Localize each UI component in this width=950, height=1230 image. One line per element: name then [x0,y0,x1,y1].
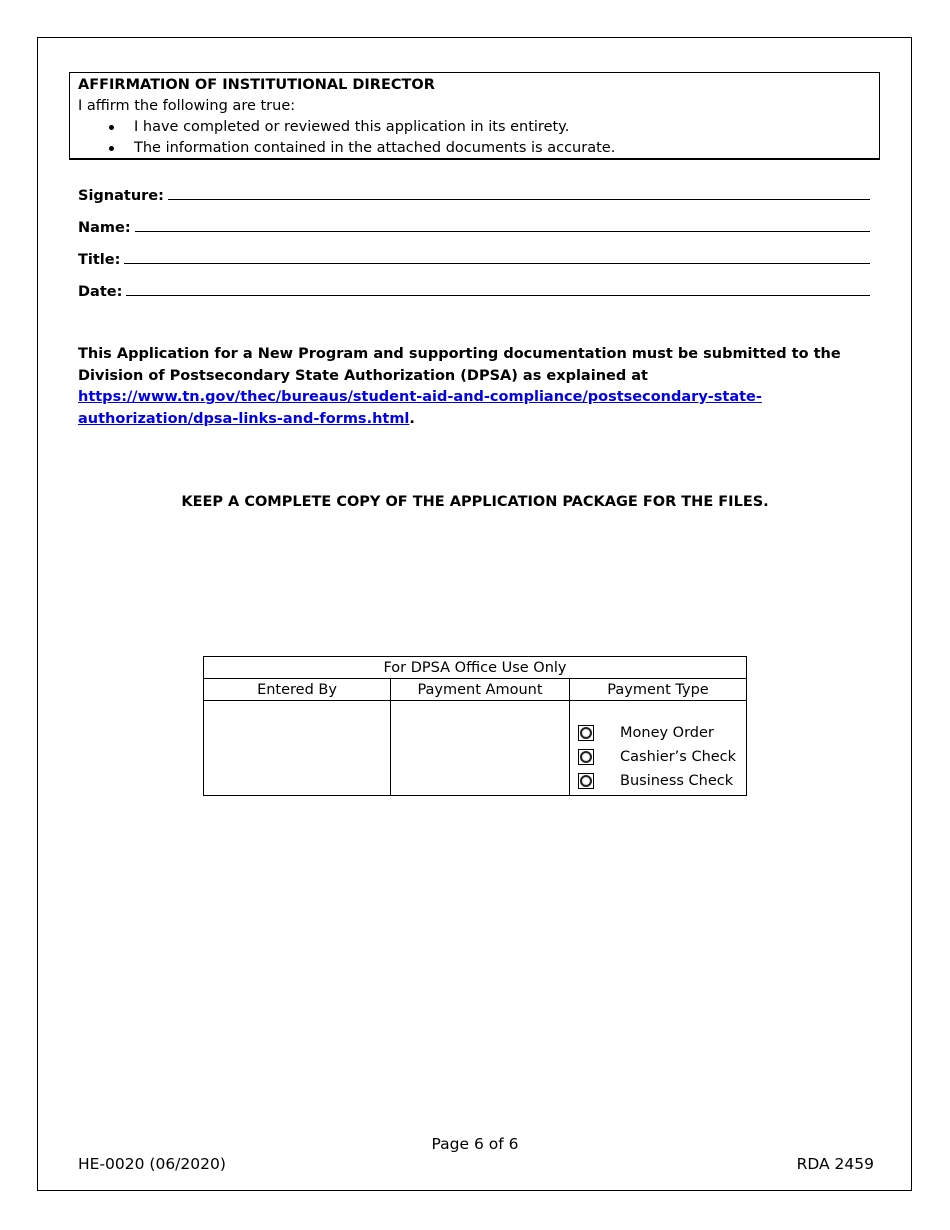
name-label: Name: [78,220,131,236]
affirmation-title: AFFIRMATION OF INSTITUTIONAL DIRECTOR [78,77,435,93]
payment-option-label: Money Order [620,725,714,741]
date-label: Date: [78,284,123,300]
title-label: Title: [78,252,121,268]
affirmation-box [69,72,880,160]
payment-option-cashiers-check[interactable] [578,745,746,769]
date-line[interactable] [126,295,870,296]
date-field[interactable] [78,278,870,300]
column-header-payment-amount: Payment Amount [391,679,570,701]
title-field[interactable] [78,246,870,268]
rda-number: RDA 2459 [796,1155,874,1173]
page-number: Page 6 of 6 [431,1135,519,1153]
payment-type-cell [570,701,747,796]
form-id: HE-0020 (06/2020) [78,1155,226,1173]
name-line[interactable] [135,231,870,232]
payment-amount-cell[interactable] [391,701,570,796]
dpsa-forms-link[interactable]: https://www.tn.gov/thec/bureaus/student-aid-and-compliance/postsecondary-state-authorization/dpsa-links-and-forms.html [78,389,762,427]
payment-option-business-check[interactable] [578,769,746,793]
page-border [37,37,912,1191]
radio-icon[interactable] [578,725,594,741]
payment-option-money-order[interactable] [578,721,746,745]
signature-field[interactable] [78,182,870,204]
radio-icon[interactable] [578,773,594,789]
office-use-table [203,656,747,796]
affirmation-item: The information contained in the attached documents is accurate. [78,138,871,159]
keep-copy-notice: KEEP A COMPLETE COPY OF THE APPLICATION PACKAGE FOR THE FILES. [181,494,769,510]
signature-label: Signature: [78,188,164,204]
payment-option-label: Business Check [620,773,734,789]
column-header-payment-type: Payment Type [570,679,747,701]
name-field[interactable] [78,214,870,236]
table-caption: For DPSA Office Use Only [204,657,747,679]
radio-icon[interactable] [578,749,594,765]
title-line[interactable] [124,263,870,264]
column-header-entered-by: Entered By [204,679,391,701]
affirmation-list [78,117,871,159]
affirmation-item: I have completed or reviewed this application in its entirety. [78,117,871,138]
signature-line[interactable] [168,199,870,200]
affirmation-intro: I affirm the following are true: [78,98,296,114]
payment-option-label: Cashier’s Check [620,749,737,765]
entered-by-cell[interactable] [204,701,391,796]
notice-period: . [409,410,415,427]
submission-notice [78,344,878,430]
notice-text: This Application for a New Program and supporting documentation must be submitted to the Division of Postsecondary State Authorization (DPSA) as explained at [78,346,841,384]
